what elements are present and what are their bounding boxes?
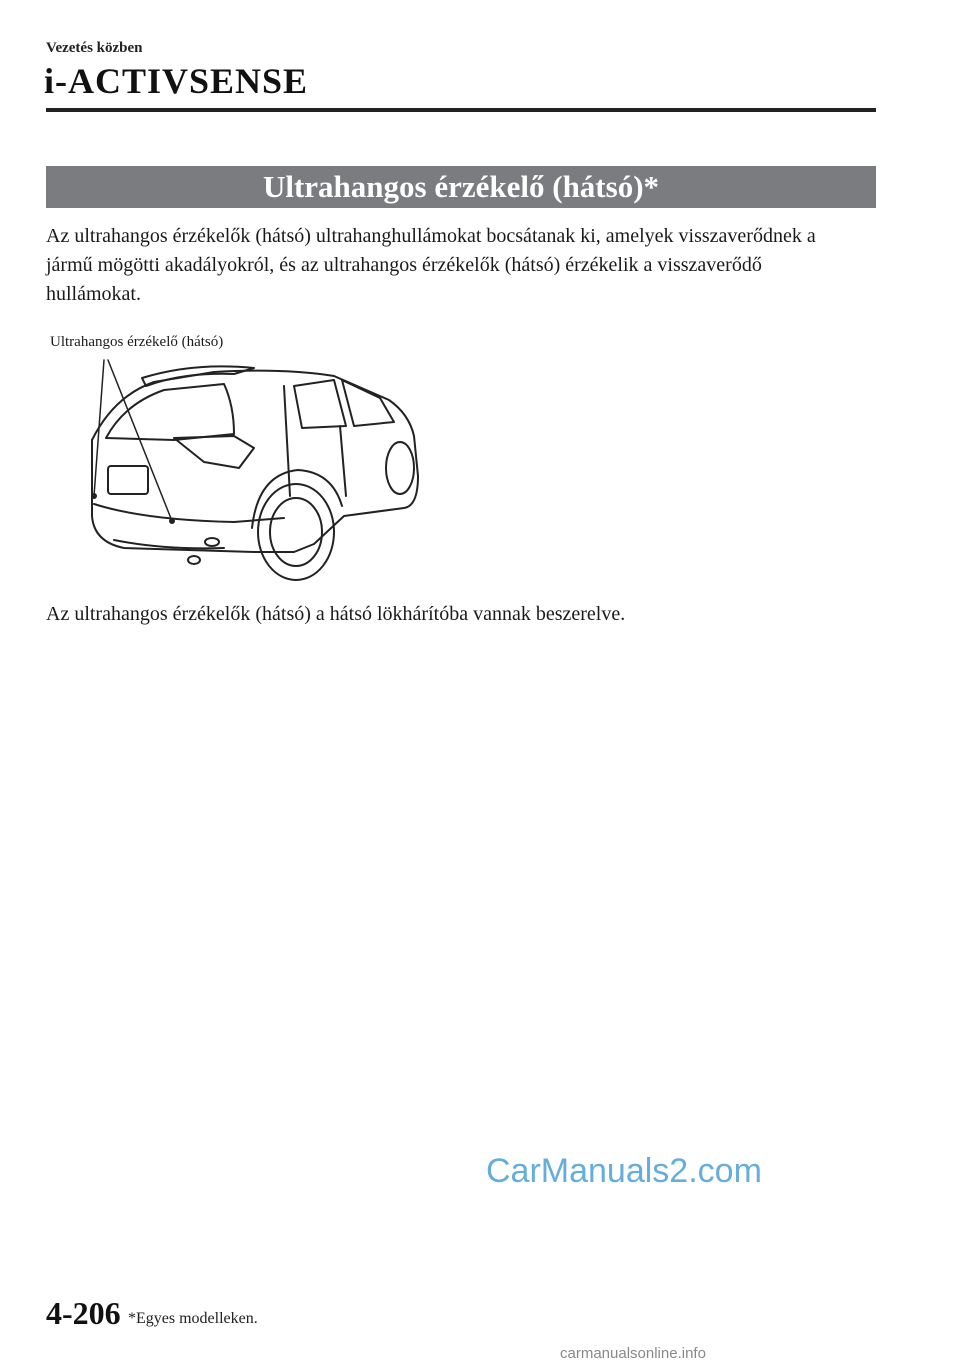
- watermark-logo: CarManuals2.com: [486, 1152, 762, 1190]
- figure-callout-label: Ultrahangos érzékelő (hátsó): [50, 334, 224, 350]
- page-number: 4-206: [46, 1295, 121, 1331]
- caption-paragraph: Az ultrahangos érzékelők (hátsó) a hátsó lökhárítóba vannak beszerelve.: [46, 603, 626, 625]
- banner-title: Ultrahangos érzékelő (hátsó)*: [262, 169, 660, 204]
- intro-paragraph: Az ultrahangos érzékelők (hátsó) ultrahanghullámokat bocsátanak ki, amelyek visszaverődnek a jármű mögötti akadályokról, és az ultrahangos érzékelők (hátsó) érzékelik a visszaverődő hullámokat.: [46, 225, 816, 305]
- car-rear-illustration: [84, 356, 424, 584]
- title-divider: [46, 108, 876, 112]
- site-watermark: carmanualsonline.info: [560, 1345, 706, 1362]
- topic-banner: [46, 166, 876, 208]
- chapter-heading: Vezetés közben: [46, 40, 143, 56]
- section-title: i-ACTIVSENSE: [44, 61, 309, 101]
- footnote: *Egyes modelleken.: [128, 1310, 258, 1327]
